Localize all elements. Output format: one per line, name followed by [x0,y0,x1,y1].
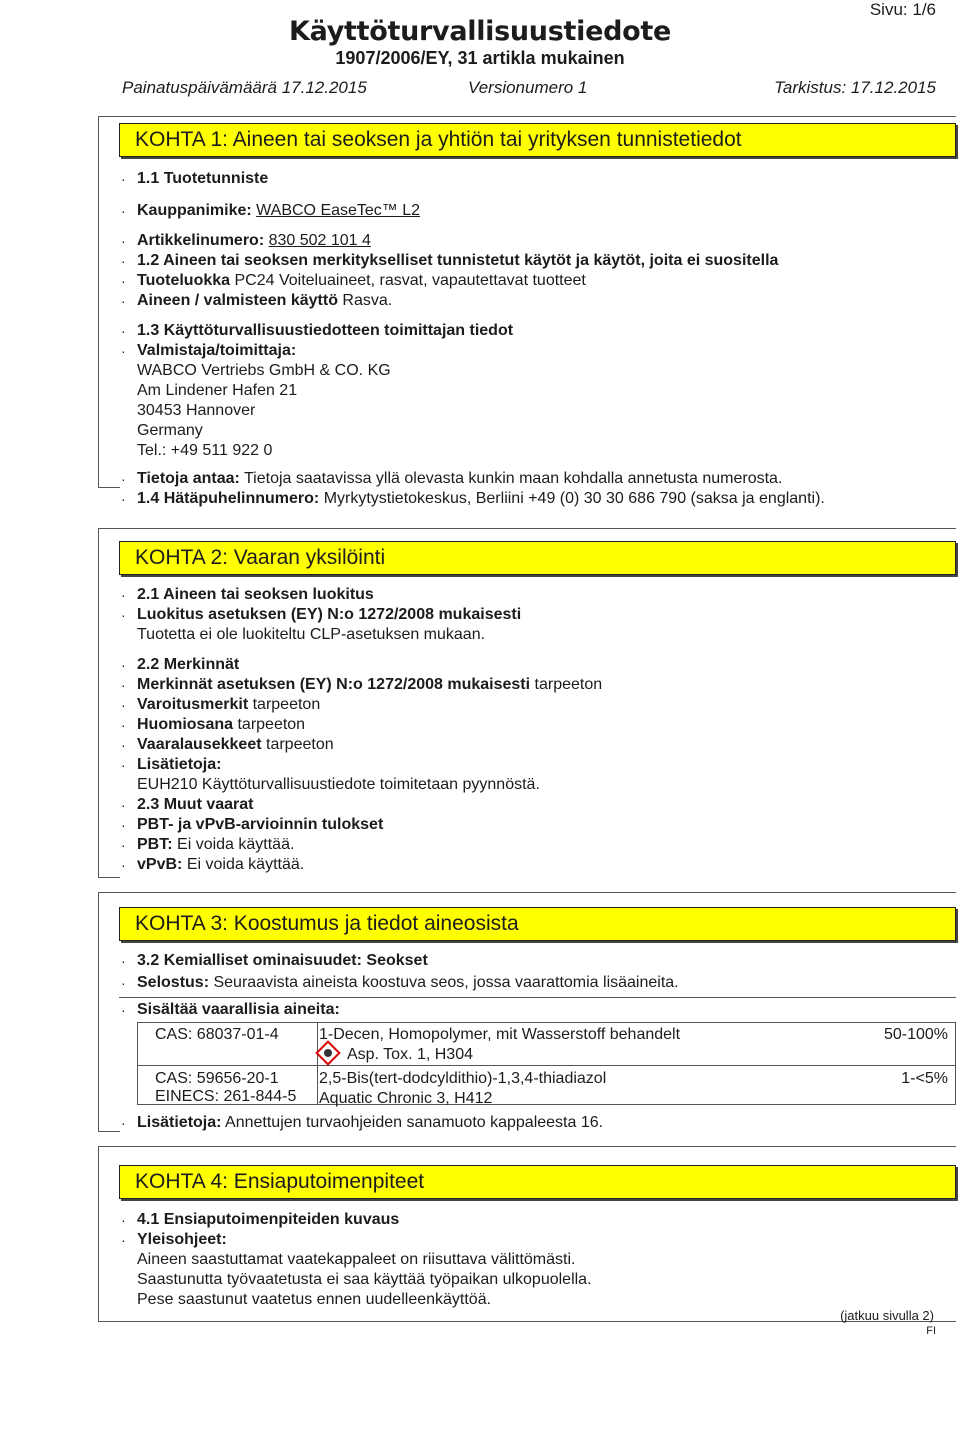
s3-mixtures: 3.2 Kemialliset ominaisuudet: Seokset [137,952,428,969]
language-code: FI [926,1325,936,1337]
document-subtitle: 1907/2006/EY, 31 artikla mukainen [335,48,625,68]
s1-substance-use: Aineen / valmisteen käyttö Rasva. [137,292,393,309]
s4-general-label: Yleisohjeet: [137,1231,227,1248]
s4-paragraph-1: Aineen saastuttamat vaatekappaleet on riisuttava välittömästi. [137,1251,576,1268]
s2-labelling-reg: Merkinnät asetuksen (EY) N:o 1272/2008 mukaisesti tarpeeton [137,676,603,693]
footer-rule [98,1321,956,1322]
section-2-title: KOHTA 2: Vaaran yksilöinti [135,546,386,569]
s1-emergency-number: 1.4 Hätäpuhelinnumero: Myrkytystietokeskus, Berliini +49 (0) 30 30 686 790 (saksa ja englanti). [137,490,825,507]
s1-address-line-1: WABCO Vertriebs GmbH & CO. KG [137,362,391,379]
section-3: KOHTA 3: Koostumus ja tiedot aineosista · 3.2 Kemialliset ominaisuudet: Seokset · Selostus: Seuraavista aineista koostuva seos, jossa vaarattomia lisäaineita. · Sisältää vaarallisia aineita: CAS: 68037-01-4 1-Decen, Homopolymer, mit Wasserstoff behandelt Asp. Tox. 1, H304 50-100% CAS: 59656-20-1 EINECS: 261-844-5 2,5-Bis(tert-dodcyldithio)-1,3,4-thiadiazol Aquatic Chronic 3, H412 1-<5% · Lisätietoja: Annettujen turvaohjeiden sanamuoto kappaleesta 16. [98,892,956,1132]
s1-uses: 1.2 Aineen tai seoksen merkitykselliset tunnistetut käytöt ja käytöt, joita ei suositella [137,252,779,269]
s4-paragraph-3: Pese saastunut vaatetus ennen uudelleenkäyttöä. [137,1291,492,1308]
s2-vpvb: vPvB: Ei voida käyttää. [137,856,305,873]
s2-label-elements: 2.2 Merkinnät [137,656,240,673]
s2-pbt-results: PBT- ja vPvB-arvioinnin tulokset [137,816,384,833]
s2-additional-info-label: Lisätietoja: [137,756,222,773]
s3-row1-id: CAS: 68037-01-4 [155,1026,279,1043]
health-hazard-icon [315,1040,340,1065]
section-4-title: KOHTA 4: Ensiaputoimenpiteet [135,1170,425,1193]
revision-date: Tarkistus: 17.12.2015 [774,78,936,97]
s2-additional-info-value: EUH210 Käyttöturvallisuustiedote toimitetaan pyynnöstä. [137,776,540,793]
s1-address-line-4: Germany [137,422,203,439]
s2-pictograms: Varoitusmerkit tarpeeton [137,696,321,713]
document-title: Käyttöturvallisuustiedote [289,16,671,47]
s1-article-number: Artikkelinumero: 830 502 101 4 [137,232,371,249]
s3-row2-name: 2,5-Bis(tert-dodcyldithio)-1,3,4-thiadiazol [319,1070,607,1087]
s2-pbt: PBT: Ei voida käyttää. [137,836,295,853]
s1-product-identifier: 1.1 Tuotetunniste [137,170,269,187]
s2-signal-word: Huomiosana tarpeeton [137,716,306,733]
page-number: Sivu: 1/6 [869,0,936,19]
version-number: Versionumero 1 [468,78,588,97]
s3-row2-classification: Aquatic Chronic 3, H412 [319,1090,493,1107]
s1-product-category: Tuoteluokka PC24 Voiteluaineet, rasvat, vapautettavat tuotteet [137,272,586,289]
s3-row1-name: 1-Decen, Homopolymer, mit Wasserstoff behandelt [319,1026,681,1043]
s3-row2-einecs: EINECS: 261-844-5 [155,1088,297,1105]
s3-row2-id: CAS: 59656-20-1 [155,1070,279,1087]
continued-note: (jatkuu sivulla 2) [840,1308,934,1323]
s1-telephone: Tel.: +49 511 922 0 [137,442,273,459]
section-4: KOHTA 4: Ensiaputoimenpiteet · 4.1 Ensiaputoimenpiteiden kuvaus · Yleisohjeet: Aineen saastuttamat vaatekappaleet on riisuttava välittömästi. Saastunutta työvaatetusta ei saa käyttää työpaikan ulkopuolella. Pese saastunut vaatetus ennen uudelleenkäyttöä. [98,1146,956,1322]
s3-row1-concentration: 50-100% [883,1026,948,1043]
s1-address-line-2: Am Lindener Hafen 21 [137,382,298,399]
s2-classification-reg: Luokitus asetuksen (EY) N:o 1272/2008 mukaisesti [137,606,522,623]
section-3-title: KOHTA 3: Koostumus ja tiedot aineosista [135,912,519,935]
s3-row1-classification: Asp. Tox. 1, H304 [319,1046,473,1064]
section-1-title: KOHTA 1: Aineen tai seoksen ja yhtiön tai yrityksen tunnistetiedot [135,128,742,151]
s3-row2-concentration: 1-<5% [901,1070,948,1087]
s2-classification-value: Tuotetta ei ole luokiteltu CLP-asetuksen mukaan. [137,626,486,643]
section-2: KOHTA 2: Vaaran yksilöinti · 2.1 Aineen tai seoksen luokitus · Luokitus asetuksen (EY) N:o 1272/2008 mukaisesti Tuotetta ei ole luokiteltu CLP-asetuksen mukaan. · 2.2 Merkinnät · Merkinnät asetuksen (EY) N:o 1272/2008 mukaisesti tarpeeton · Varoitusmerkit tarpeeton · Huomiosana tarpeeton · Vaaralausekkeet tarpeeton · Lisätietoja: EUH210 Käyttöturvallisuustiedote toimitetaan pyynnöstä. · 2.3 Muut vaarat · PBT- ja vPvB-arvioinnin tulokset · PBT: Ei voida käyttää. · vPvB: Ei voida käyttää. [98,528,956,878]
s3-table-heading: Sisältää vaarallisia aineita: [137,1001,340,1018]
section-1: KOHTA 1: Aineen tai seoksen ja yhtiön tai yrityksen tunnistetiedot · 1.1 Tuotetunniste · Kauppanimike: WABCO EaseTec™ L2 · Artikkelinumero: 830 502 101 4 · 1.2 Aineen tai seoksen merkitykselliset tunnistetut käytöt ja käytöt, joita ei suositella · Tuoteluokka PC24 Voiteluaineet, rasvat, vapautettavat tuotteet · Aineen / valmisteen käyttö Rasva. · 1.3 Käyttöturvallisuustiedotteen toimittajan tiedot · Valmistaja/toimittaja: WABCO Vertriebs GmbH & CO. KG Am Lindener Hafen 21 30453 Hannover Germany Tel.: +49 511 922 0 · Tietoja antaa: Tietoja saatavissa yllä olevasta kunkin maan kohdalla annetusta numerosta. · 1.4 Hätäpuhelinnumero: Myrkytystietokeskus, Berliini +49 (0) 30 30 686 790 (saksa ja englanti). [98,116,956,488]
s3-hazardous-substances-table: · Sisältää vaarallisia aineita: CAS: 68037-01-4 1-Decen, Homopolymer, mit Wasserstoff behandelt Asp. Tox. 1, H304 50-100% CAS: 59656-20-1 EINECS: 261-844-5 2,5-Bis(tert-dodcyldithio)-1,3,4-thiadiazol Aquatic Chronic 3, H412 1-<5% [119,997,956,1117]
s4-paragraph-2: Saastunutta työvaatetusta ei saa käyttää työpaikan ulkopuolella. [137,1271,592,1288]
print-date: Painatuspäivämäärä 17.12.2015 [122,78,367,97]
s1-address-line-3: 30453 Hannover [137,402,256,419]
s1-trade-name: Kauppanimike: WABCO EaseTec™ L2 [137,202,421,219]
s1-information: Tietoja antaa: Tietoja saatavissa yllä olevasta kunkin maan kohdalla annetusta numerosta. [137,470,783,487]
s2-classification: 2.1 Aineen tai seoksen luokitus [137,586,374,603]
s2-other-hazards: 2.3 Muut vaarat [137,796,254,813]
s3-description: Selostus: Seuraavista aineista koostuva seos, jossa vaarattomia lisäaineita. [137,974,679,991]
s1-supplier-label: Valmistaja/toimittaja: [137,342,297,359]
s1-supplier-details: 1.3 Käyttöturvallisuustiedotteen toimittajan tiedot [137,322,514,339]
s4-first-aid: 4.1 Ensiaputoimenpiteiden kuvaus [137,1211,400,1228]
s3-additional-info: Lisätietoja: Annettujen turvaohjeiden sanamuoto kappaleesta 16. [137,1114,604,1131]
s2-hazard-statements: Vaaralausekkeet tarpeeton [137,736,334,753]
